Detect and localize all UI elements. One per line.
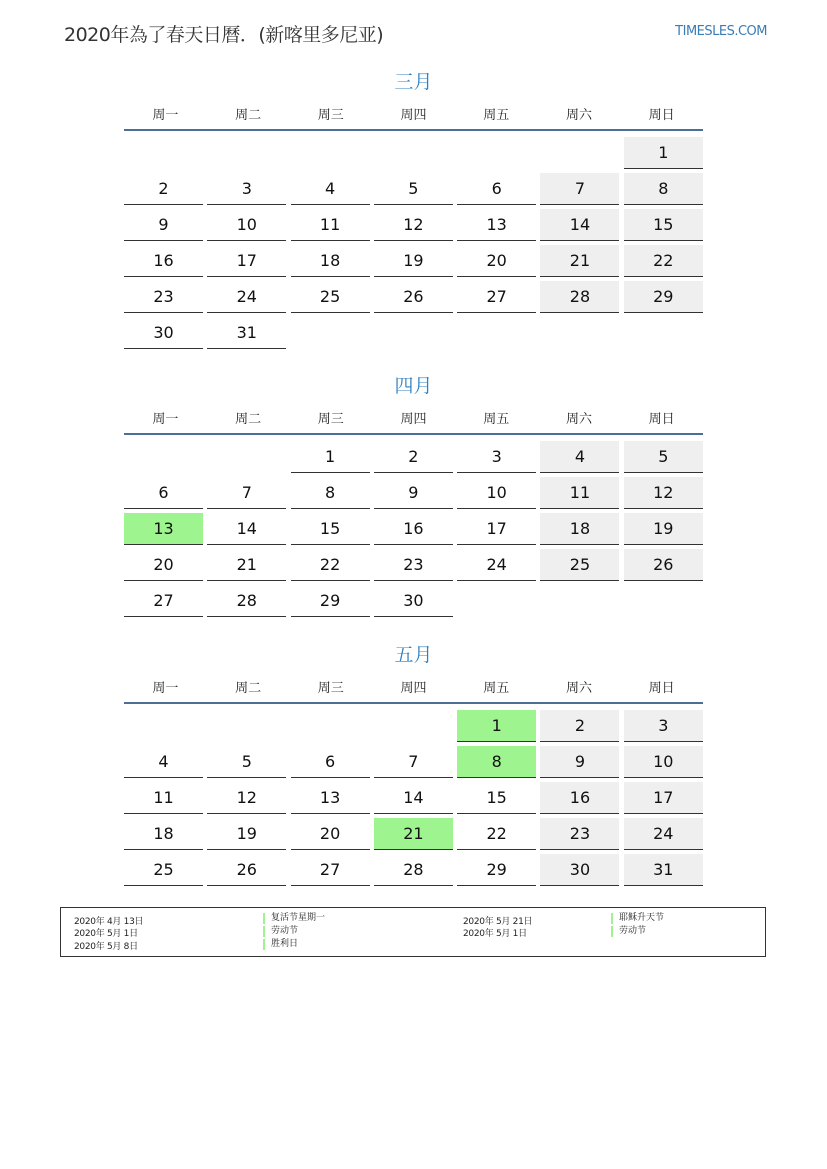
day-cell[interactable]: 10 — [624, 746, 703, 778]
holiday-day-cell[interactable]: 1 — [457, 710, 536, 742]
day-cell[interactable]: 12 — [374, 209, 453, 241]
day-cell[interactable]: 4 — [291, 173, 370, 205]
week-row — [124, 315, 703, 351]
day-cell[interactable]: 20 — [291, 818, 370, 850]
day-cell[interactable]: 24 — [457, 549, 536, 581]
day-cell[interactable]: 26 — [374, 281, 453, 313]
day-cell[interactable]: 2 — [124, 173, 203, 205]
weekday-label: 周五 — [483, 681, 510, 696]
month-title: 四月 — [394, 375, 433, 397]
day-cell[interactable]: 27 — [291, 854, 370, 886]
holiday-day-cell[interactable]: 13 — [124, 513, 203, 545]
day-cell[interactable]: 2 — [374, 441, 453, 473]
day-cell[interactable]: 31 — [207, 317, 286, 349]
day-cell[interactable]: 11 — [291, 209, 370, 241]
day-cell[interactable]: 5 — [374, 173, 453, 205]
day-cell[interactable]: 14 — [207, 513, 286, 545]
day-cell[interactable]: 29 — [457, 854, 536, 886]
day-cell[interactable]: 3 — [207, 173, 286, 205]
day-cell[interactable]: 10 — [207, 209, 286, 241]
day-cell[interactable]: 6 — [457, 173, 536, 205]
empty-cell — [457, 137, 536, 169]
holiday-day-cell[interactable]: 8 — [457, 746, 536, 778]
weekday-header — [124, 407, 703, 435]
day-cell[interactable]: 9 — [540, 746, 619, 778]
week-row — [124, 207, 703, 243]
legend-date: 2020年 4月 13日 — [74, 917, 144, 927]
day-cell[interactable]: 16 — [374, 513, 453, 545]
legend-name: 劳动节 — [611, 926, 646, 937]
week-row — [124, 135, 703, 171]
empty-cell — [207, 441, 286, 473]
weekday-label: 周二 — [235, 412, 262, 427]
day-cell[interactable]: 5 — [207, 746, 286, 778]
week-row — [124, 439, 703, 475]
weekday-label: 周日 — [648, 681, 675, 696]
day-cell[interactable]: 6 — [124, 477, 203, 509]
day-cell[interactable]: 24 — [207, 281, 286, 313]
day-cell[interactable]: 28 — [207, 585, 286, 617]
day-cell[interactable]: 19 — [374, 245, 453, 277]
day-grid — [124, 135, 703, 351]
day-cell[interactable]: 19 — [207, 818, 286, 850]
legend-name: 劳动节 — [263, 926, 298, 937]
empty-cell — [207, 710, 286, 742]
weekday-label: 周四 — [400, 108, 427, 123]
day-cell[interactable]: 12 — [624, 477, 703, 509]
weekday-label: 周五 — [483, 108, 510, 123]
month-title: 三月 — [394, 71, 433, 93]
weekday-header — [124, 676, 703, 704]
month-may — [124, 641, 703, 888]
day-cell[interactable]: 7 — [207, 477, 286, 509]
day-cell[interactable]: 4 — [124, 746, 203, 778]
day-cell[interactable]: 3 — [624, 710, 703, 742]
legend-date: 2020年 5月 1日 — [74, 929, 138, 939]
week-row — [124, 708, 703, 744]
day-cell[interactable]: 2 — [540, 710, 619, 742]
weekday-label: 周一 — [152, 412, 179, 427]
day-cell[interactable]: 20 — [124, 549, 203, 581]
week-row — [124, 852, 703, 888]
month-march — [124, 68, 703, 351]
empty-cell — [624, 585, 703, 617]
week-row — [124, 780, 703, 816]
day-cell[interactable]: 1 — [624, 137, 703, 169]
week-row — [124, 171, 703, 207]
empty-cell — [124, 441, 203, 473]
weekday-label: 周四 — [400, 681, 427, 696]
empty-cell — [124, 137, 203, 169]
month-april — [124, 372, 703, 619]
day-cell[interactable]: 26 — [624, 549, 703, 581]
weekday-label: 周二 — [235, 108, 262, 123]
week-row — [124, 511, 703, 547]
day-cell[interactable]: 30 — [540, 854, 619, 886]
day-cell[interactable]: 20 — [457, 245, 536, 277]
day-cell[interactable]: 23 — [124, 281, 203, 313]
legend-date: 2020年 5月 21日 — [463, 917, 533, 927]
empty-cell — [457, 585, 536, 617]
day-cell[interactable]: 29 — [291, 585, 370, 617]
day-cell[interactable]: 30 — [374, 585, 453, 617]
holiday-day-cell[interactable]: 21 — [374, 818, 453, 850]
day-cell[interactable]: 7 — [374, 746, 453, 778]
empty-cell — [624, 317, 703, 349]
day-cell[interactable]: 22 — [291, 549, 370, 581]
day-cell[interactable]: 28 — [540, 281, 619, 313]
day-cell[interactable]: 14 — [374, 782, 453, 814]
site-link[interactable]: TIMESLES.COM — [675, 24, 767, 39]
day-cell[interactable]: 13 — [457, 209, 536, 241]
weekday-label: 周二 — [235, 681, 262, 696]
day-grid — [124, 708, 703, 888]
day-cell[interactable]: 31 — [624, 854, 703, 886]
weekday-label: 周日 — [648, 108, 675, 123]
weekday-label: 周六 — [565, 108, 592, 123]
day-cell[interactable]: 6 — [291, 746, 370, 778]
weekday-label: 周日 — [648, 412, 675, 427]
weekday-label: 周四 — [400, 412, 427, 427]
empty-cell — [124, 710, 203, 742]
day-cell[interactable]: 15 — [624, 209, 703, 241]
legend-date: 2020年 5月 8日 — [74, 942, 138, 952]
day-cell[interactable]: 22 — [457, 818, 536, 850]
empty-cell — [540, 137, 619, 169]
weekday-label: 周六 — [565, 681, 592, 696]
day-cell[interactable]: 11 — [124, 782, 203, 814]
day-cell[interactable]: 19 — [624, 513, 703, 545]
day-cell[interactable]: 15 — [291, 513, 370, 545]
weekday-label: 周三 — [317, 412, 344, 427]
day-cell[interactable]: 12 — [207, 782, 286, 814]
day-cell[interactable]: 8 — [624, 173, 703, 205]
day-cell[interactable]: 25 — [540, 549, 619, 581]
day-cell[interactable]: 28 — [374, 854, 453, 886]
empty-cell — [457, 317, 536, 349]
day-cell[interactable]: 1 — [291, 441, 370, 473]
day-grid — [124, 439, 703, 619]
day-cell[interactable]: 26 — [207, 854, 286, 886]
empty-cell — [540, 585, 619, 617]
day-cell[interactable]: 14 — [540, 209, 619, 241]
day-cell[interactable]: 13 — [291, 782, 370, 814]
day-cell[interactable]: 16 — [540, 782, 619, 814]
weekday-label: 周一 — [152, 108, 179, 123]
weekday-header — [124, 103, 703, 131]
month-title: 五月 — [394, 644, 433, 666]
empty-cell — [291, 317, 370, 349]
day-cell[interactable]: 17 — [624, 782, 703, 814]
day-cell[interactable]: 23 — [374, 549, 453, 581]
day-cell[interactable]: 22 — [624, 245, 703, 277]
weekday-label: 周六 — [565, 412, 592, 427]
legend-name: 耶稣升天节 — [611, 913, 664, 924]
day-cell[interactable]: 17 — [457, 513, 536, 545]
day-cell[interactable]: 27 — [124, 585, 203, 617]
legend-name: 胜利日 — [263, 939, 298, 950]
empty-cell — [540, 317, 619, 349]
empty-cell — [291, 137, 370, 169]
day-cell[interactable]: 29 — [624, 281, 703, 313]
week-row — [124, 279, 703, 315]
day-cell[interactable]: 24 — [624, 818, 703, 850]
day-cell[interactable]: 30 — [124, 317, 203, 349]
day-cell[interactable]: 21 — [540, 245, 619, 277]
day-cell[interactable]: 18 — [291, 245, 370, 277]
page-title: 2020年為了春天日曆．(新喀里多尼亚) — [64, 24, 384, 46]
empty-cell — [374, 317, 453, 349]
day-cell[interactable]: 8 — [291, 477, 370, 509]
week-row — [124, 547, 703, 583]
day-cell[interactable]: 17 — [207, 245, 286, 277]
day-cell[interactable]: 10 — [457, 477, 536, 509]
day-cell[interactable]: 18 — [540, 513, 619, 545]
day-cell[interactable]: 18 — [124, 818, 203, 850]
weekday-label: 周三 — [317, 108, 344, 123]
week-row — [124, 744, 703, 780]
day-cell[interactable]: 25 — [291, 281, 370, 313]
day-cell[interactable]: 16 — [124, 245, 203, 277]
empty-cell — [291, 710, 370, 742]
week-row — [124, 243, 703, 279]
day-cell[interactable]: 23 — [540, 818, 619, 850]
day-cell[interactable]: 27 — [457, 281, 536, 313]
day-cell[interactable]: 11 — [540, 477, 619, 509]
weekday-label: 周五 — [483, 412, 510, 427]
empty-cell — [207, 137, 286, 169]
empty-cell — [374, 137, 453, 169]
weekday-label: 周一 — [152, 681, 179, 696]
week-row — [124, 816, 703, 852]
day-cell[interactable]: 3 — [457, 441, 536, 473]
legend-name: 复活节星期一 — [263, 913, 325, 924]
legend-date: 2020年 5月 1日 — [463, 929, 527, 939]
holiday-legend — [60, 907, 766, 957]
weekday-label: 周三 — [317, 681, 344, 696]
day-cell[interactable]: 9 — [374, 477, 453, 509]
day-cell[interactable]: 25 — [124, 854, 203, 886]
day-cell[interactable]: 15 — [457, 782, 536, 814]
day-cell[interactable]: 5 — [624, 441, 703, 473]
day-cell[interactable]: 7 — [540, 173, 619, 205]
day-cell[interactable]: 21 — [207, 549, 286, 581]
week-row — [124, 475, 703, 511]
empty-cell — [374, 710, 453, 742]
week-row — [124, 583, 703, 619]
day-cell[interactable]: 9 — [124, 209, 203, 241]
day-cell[interactable]: 4 — [540, 441, 619, 473]
